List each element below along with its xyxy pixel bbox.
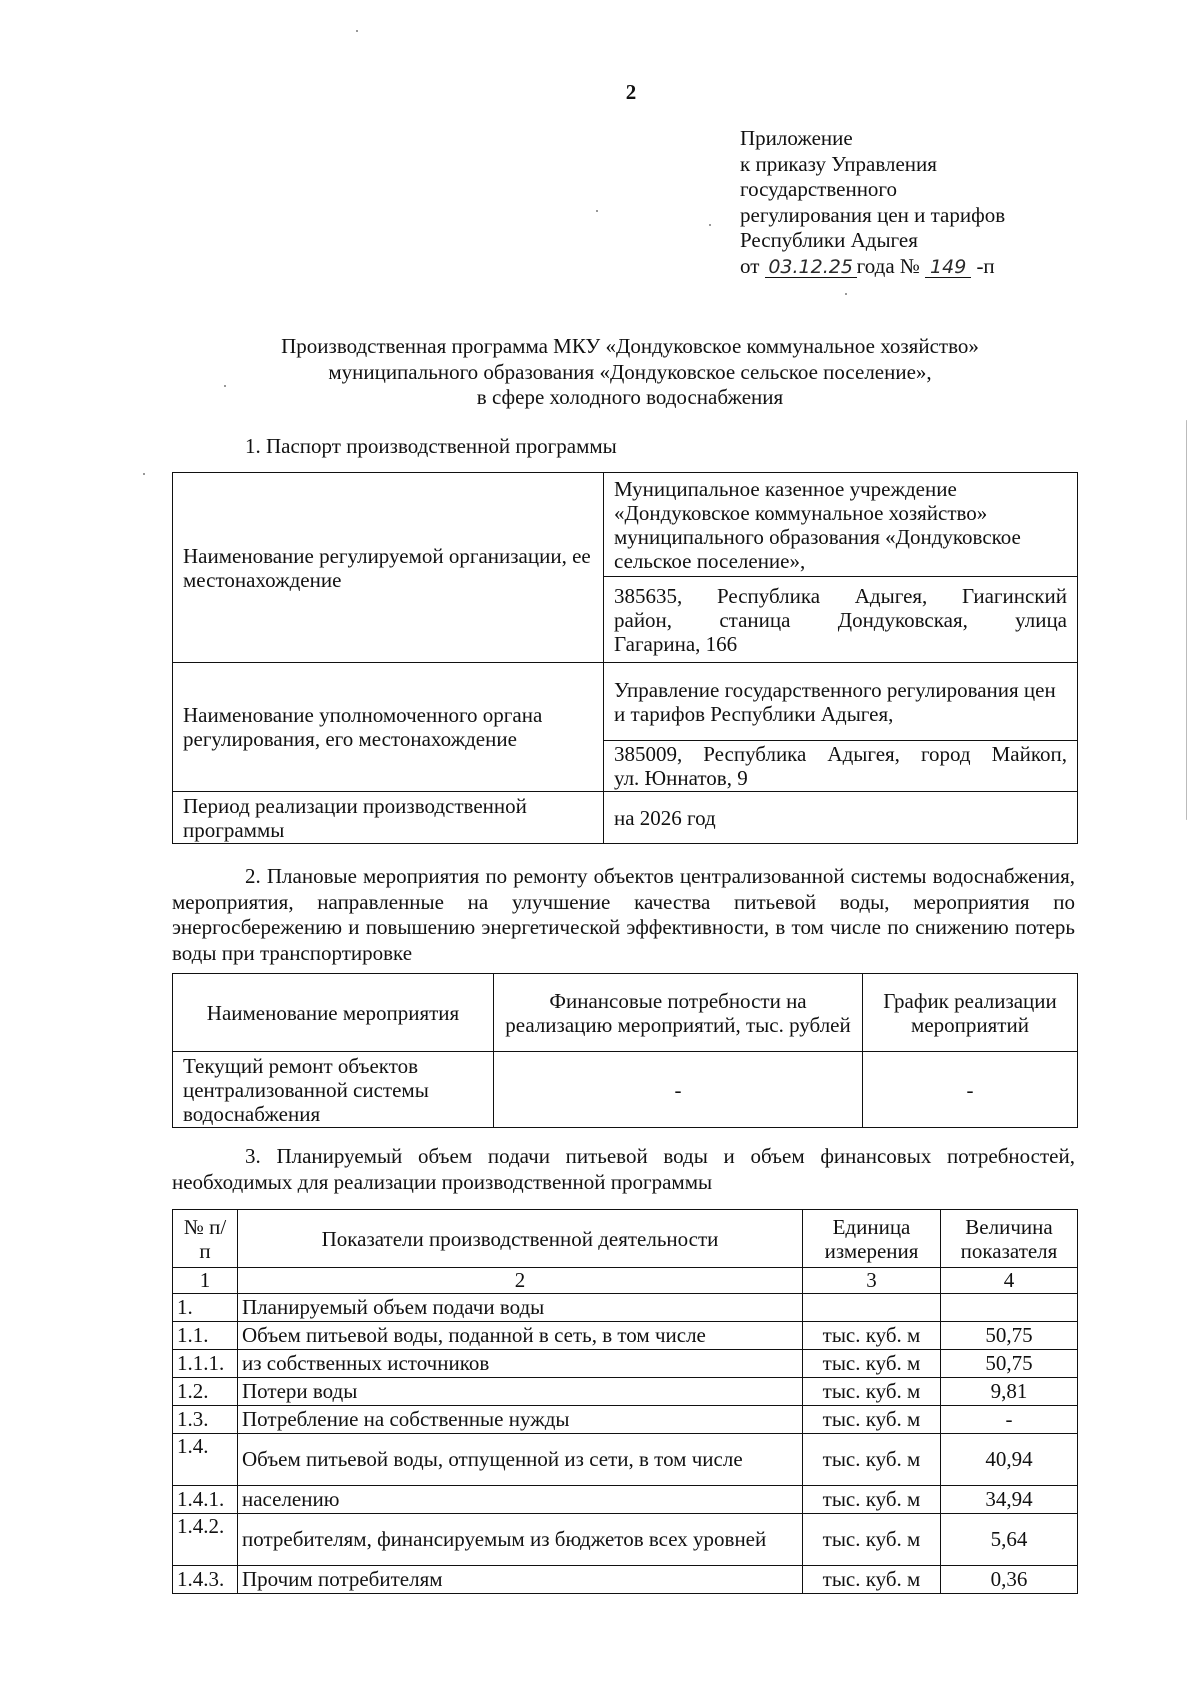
row-number: 1.3.: [173, 1406, 238, 1434]
row-unit: тыс. куб. м: [803, 1378, 941, 1406]
appendix-line: государственного: [740, 177, 898, 201]
number-field: [925, 256, 971, 278]
section1-heading: 1. Паспорт производственной программы: [245, 434, 617, 458]
row-value: 34,94: [941, 1486, 1078, 1514]
row-value: 5,64: [941, 1514, 1078, 1566]
row-number: 1.1.: [173, 1322, 238, 1350]
row-unit: тыс. куб. м: [803, 1350, 941, 1378]
indicators-header-name: Показатели производственной деятельности: [238, 1210, 803, 1268]
measures-header-name: Наименование мероприятия: [173, 974, 494, 1052]
table-row: [173, 1294, 1078, 1322]
column-number: 2: [238, 1268, 803, 1294]
measures-finance-cell: -: [494, 1052, 863, 1128]
appendix-date-line: [740, 254, 1005, 280]
from-label: от: [740, 253, 760, 278]
row-name: Потери воды: [238, 1378, 803, 1406]
row-value: 50,75: [941, 1322, 1078, 1350]
appendix-block: [740, 126, 1005, 279]
appendix-line: Приложение: [740, 126, 853, 150]
row-number: 1.2.: [173, 1378, 238, 1406]
section3-text: Планируемый объем подачи питьевой воды и объем финансовых потребностей, необходимых для реализации производственной программы: [172, 1144, 1075, 1194]
row-unit: [803, 1294, 941, 1322]
indicators-header-unit: Единица измерения: [803, 1210, 941, 1268]
row-number: 1.1.1.: [173, 1350, 238, 1378]
authority-address-cell: [604, 741, 1078, 792]
section2-text: Плановые мероприятия по ремонту объектов централизованной системы водоснабжения, мероприятия, направленные на улучшение качества питьевой воды, мероприятия по энергосбережению и повышению энергетической эффективности, в том числе по снижению потерь воды при транспортировке: [172, 864, 1075, 965]
table-row: [173, 1566, 1078, 1594]
handwritten-date: 03.12.25: [768, 255, 853, 278]
row-value: 0,36: [941, 1566, 1078, 1594]
row-value: -: [941, 1406, 1078, 1434]
table-row: [173, 1434, 1078, 1486]
document-title: [170, 334, 1090, 411]
row-number: 1.4.1.: [173, 1486, 238, 1514]
period-value-cell: на 2026 год: [604, 792, 1078, 844]
section2-paragraph: [172, 864, 1075, 966]
indicators-header-num: № п/п: [173, 1210, 238, 1268]
authority-name-cell: Управление государственного регулирования цен и тарифов Республики Адыгея,: [604, 663, 1078, 741]
appendix-line: Республики Адыгея: [740, 228, 918, 252]
table-row: [173, 1406, 1078, 1434]
column-number: 1: [173, 1268, 238, 1294]
row-unit: тыс. куб. м: [803, 1406, 941, 1434]
row-unit: тыс. куб. м: [803, 1434, 941, 1486]
address-line: ул. Юннатов, 9: [614, 766, 748, 790]
row-value: [941, 1294, 1078, 1322]
address-line: 385009, Республика Адыгея, город Майкоп,: [614, 742, 1067, 766]
row-number: 1.4.3.: [173, 1566, 238, 1594]
number-suffix: -п: [976, 253, 995, 278]
column-number: 4: [941, 1268, 1078, 1294]
appendix-line: к приказу Управления: [740, 151, 937, 176]
appendix-line: регулирования цен и тарифов: [740, 202, 1006, 227]
row-name: Объем питьевой воды, поданной в сеть, в том числе: [238, 1322, 803, 1350]
measures-table: [172, 973, 1078, 1128]
indicators-header-value: Величина показателя: [941, 1210, 1078, 1268]
section3-number: 3.: [245, 1144, 261, 1168]
row-unit: тыс. куб. м: [803, 1566, 941, 1594]
org-name-cell: Муниципальное казенное учреждение «Дондуковское коммунальное хозяйство» муниципального образования «Дондуковское сельское поселение»,: [604, 473, 1078, 577]
table-row: [173, 1322, 1078, 1350]
measures-name-cell: Текущий ремонт объектов централизованной системы водоснабжения: [173, 1052, 494, 1128]
row-name: населению: [238, 1486, 803, 1514]
row-unit: тыс. куб. м: [803, 1486, 941, 1514]
title-line: в сфере холодного водоснабжения: [476, 385, 784, 409]
row-name: Объем питьевой воды, отпущенной из сети, в том числе: [238, 1434, 803, 1486]
table-row: [173, 1514, 1078, 1566]
authority-label-cell: Наименование уполномоченного органа регулирования, его местонахождение: [173, 663, 604, 792]
address-line: 385635, Республика Адыгея, Гиагинский: [614, 583, 1067, 608]
measures-header-finance: Финансовые потребности на реализацию мероприятий, тыс. рублей: [494, 974, 863, 1052]
indicators-table: [172, 1209, 1078, 1594]
row-name: Прочим потребителям: [238, 1566, 803, 1594]
table-row: [173, 1350, 1078, 1378]
org-address-cell: [604, 577, 1078, 663]
title-line: Производственная программа МКУ «Дондуковское коммунальное хозяйство»: [281, 334, 979, 358]
row-value: 50,75: [941, 1350, 1078, 1378]
table-row: [173, 1486, 1078, 1514]
row-name: Потребление на собственные нужды: [238, 1406, 803, 1434]
page-number: 2: [625, 80, 637, 104]
address-line: район, станица Дондуковская, улица: [614, 607, 1067, 632]
measures-header-schedule: График реализации мероприятий: [863, 974, 1078, 1052]
measures-schedule-cell: -: [863, 1052, 1078, 1128]
row-name: из собственных источников: [238, 1350, 803, 1378]
scan-edge-line: [1186, 420, 1187, 820]
row-name: потребителям, финансируемым из бюджетов всех уровней: [238, 1514, 803, 1566]
row-name: Планируемый объем подачи воды: [238, 1294, 803, 1322]
section3-paragraph: [172, 1144, 1075, 1195]
handwritten-number: 149: [930, 255, 967, 278]
scan-speck: [596, 210, 598, 212]
address-line: Гагарина, 166: [614, 631, 738, 656]
scan-speck: [709, 224, 711, 226]
row-number: 1.4.: [173, 1434, 238, 1486]
row-value: 40,94: [941, 1434, 1078, 1486]
row-number: 1.: [173, 1294, 238, 1322]
row-unit: тыс. куб. м: [803, 1322, 941, 1350]
org-label-cell: Наименование регулируемой организации, ее местонахождение: [173, 473, 604, 663]
table-row: [173, 1378, 1078, 1406]
year-label: года №: [856, 253, 920, 278]
section2-number: 2.: [245, 864, 261, 888]
passport-table: [172, 472, 1078, 844]
period-label-cell: Период реализации производственной программы: [173, 792, 604, 844]
title-line: муниципального образования «Дондуковское сельское поселение»,: [328, 359, 932, 384]
scan-speck: [143, 473, 145, 475]
row-number: 1.4.2.: [173, 1514, 238, 1566]
scan-speck: [356, 30, 358, 32]
scan-speck: [845, 293, 847, 295]
row-unit: тыс. куб. м: [803, 1514, 941, 1566]
column-number: 3: [803, 1268, 941, 1294]
date-field: [765, 256, 857, 278]
row-value: 9,81: [941, 1378, 1078, 1406]
